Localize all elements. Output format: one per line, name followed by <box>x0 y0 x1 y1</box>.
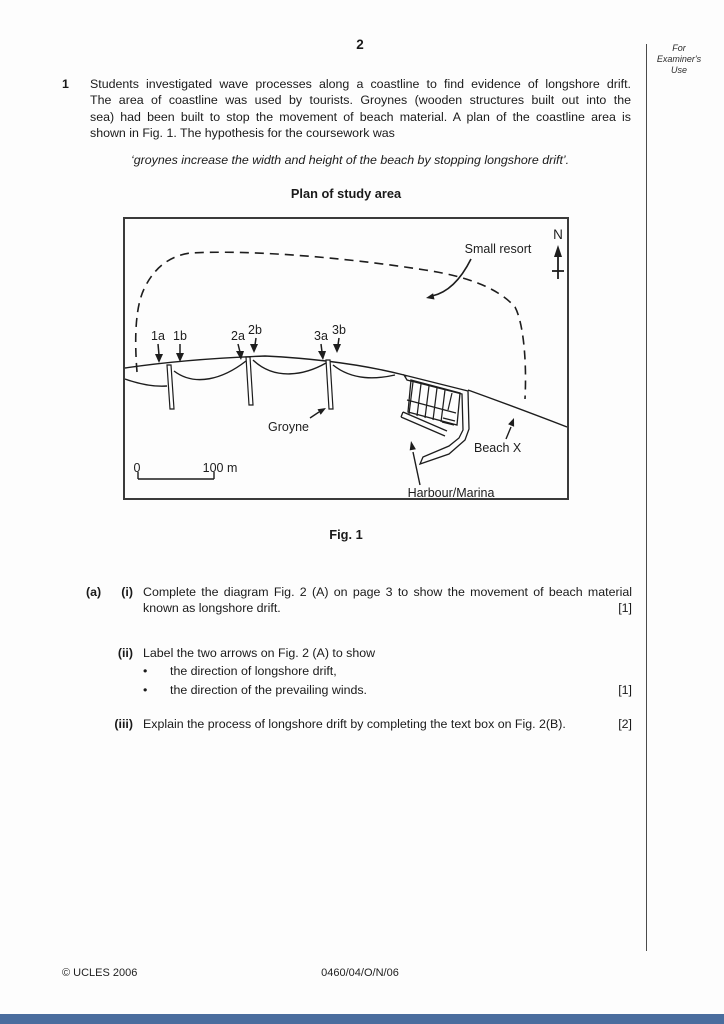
hypothesis-text: ‘groynes increase the width and height of the beach by stopping longshore drift’. <box>131 153 570 167</box>
examiner-use-note <box>648 43 710 76</box>
part-ii-text <box>143 645 632 698</box>
examiner-line-2: Examiner's <box>656 54 702 64</box>
groyne-2 <box>246 357 253 405</box>
part-iii-text <box>143 716 632 732</box>
part-i-line2: known as longshore drift. <box>143 601 281 616</box>
site-label-3a: 3a <box>314 329 328 343</box>
bullet-icon: • <box>143 664 148 679</box>
part-iii-stem: Explain the process of longshore drift by completing the text box on Fig. 2(B). <box>143 717 566 731</box>
study-area-map <box>123 217 569 500</box>
figure-title: Plan of study area <box>290 186 402 201</box>
part-iii-marks: [2] <box>618 717 632 731</box>
north-arrow <box>552 245 564 279</box>
beach-x-arrow <box>506 418 514 439</box>
groyne-3 <box>326 360 333 409</box>
small-resort-label: Small resort <box>464 242 532 256</box>
site-label-2a: 2a <box>231 329 245 343</box>
figure-caption: Fig. 1 <box>329 527 363 542</box>
scale-distance-label: 100 m <box>202 461 238 475</box>
beach-edge <box>125 360 395 386</box>
page-number: 2 <box>356 37 364 52</box>
bottom-accent-bar <box>0 1014 724 1024</box>
groyne-1 <box>167 365 174 409</box>
beach-x-label: Beach X <box>474 441 522 455</box>
harbour-structure <box>401 375 469 464</box>
bullet-icon: • <box>143 682 148 697</box>
question-stem <box>90 76 631 142</box>
part-ii-bullet2: the direction of the prevailing winds. <box>170 682 367 697</box>
examiner-column-rule <box>646 44 647 951</box>
groyne-label: Groyne <box>268 420 309 434</box>
part-ii-marks: [1] <box>618 682 632 697</box>
paper-code: 0460/04/O/N/06 <box>321 967 399 979</box>
stem-line: sea) had been built to stop the movement of beach material. A plan of the coastline area is <box>90 109 631 124</box>
part-iii-label: (iii) <box>114 717 133 731</box>
stem-line: shown in Fig. 1. The hypothesis for the coursework was <box>90 126 395 141</box>
site-label-1b: 1b <box>173 329 187 343</box>
part-a-label: (a) <box>86 585 102 599</box>
part-ii-label: (ii) <box>117 646 133 660</box>
examiner-line-3: Use <box>670 65 687 75</box>
stem-line: The area of coastline was used by tourists. Groynes (wooden structures built out into the <box>90 93 631 108</box>
part-ii-stem: Label the two arrows on Fig. 2 (A) to show <box>143 646 376 660</box>
site-label-3b: 3b <box>332 323 346 337</box>
part-i-text <box>143 584 632 617</box>
part-ii-bullet1: the direction of longshore drift, <box>170 664 337 679</box>
copyright-notice: © UCLES 2006 <box>62 967 138 979</box>
part-i-label: (i) <box>121 585 133 599</box>
harbour-label: Harbour/Marina <box>407 486 495 498</box>
scale-zero-label: 0 <box>133 461 141 475</box>
study-area-diagram <box>125 219 567 498</box>
examiner-line-1: For <box>672 43 686 53</box>
site-label-2b: 2b <box>248 323 262 337</box>
north-label: N <box>553 227 563 242</box>
part-i-line1: Complete the diagram Fig. 2 (A) on page 3 to show the movement of beach material <box>143 585 632 599</box>
part-i-marks: [1] <box>618 601 632 616</box>
groyne-arrow <box>310 408 326 418</box>
question-number: 1 <box>62 77 69 91</box>
harbour-arrow <box>410 441 420 485</box>
site-label-1a: 1a <box>151 329 165 343</box>
coastline-east <box>468 390 567 427</box>
stem-line: Students investigated wave processes along a coastline to find evidence of longshore drift. <box>90 77 631 91</box>
